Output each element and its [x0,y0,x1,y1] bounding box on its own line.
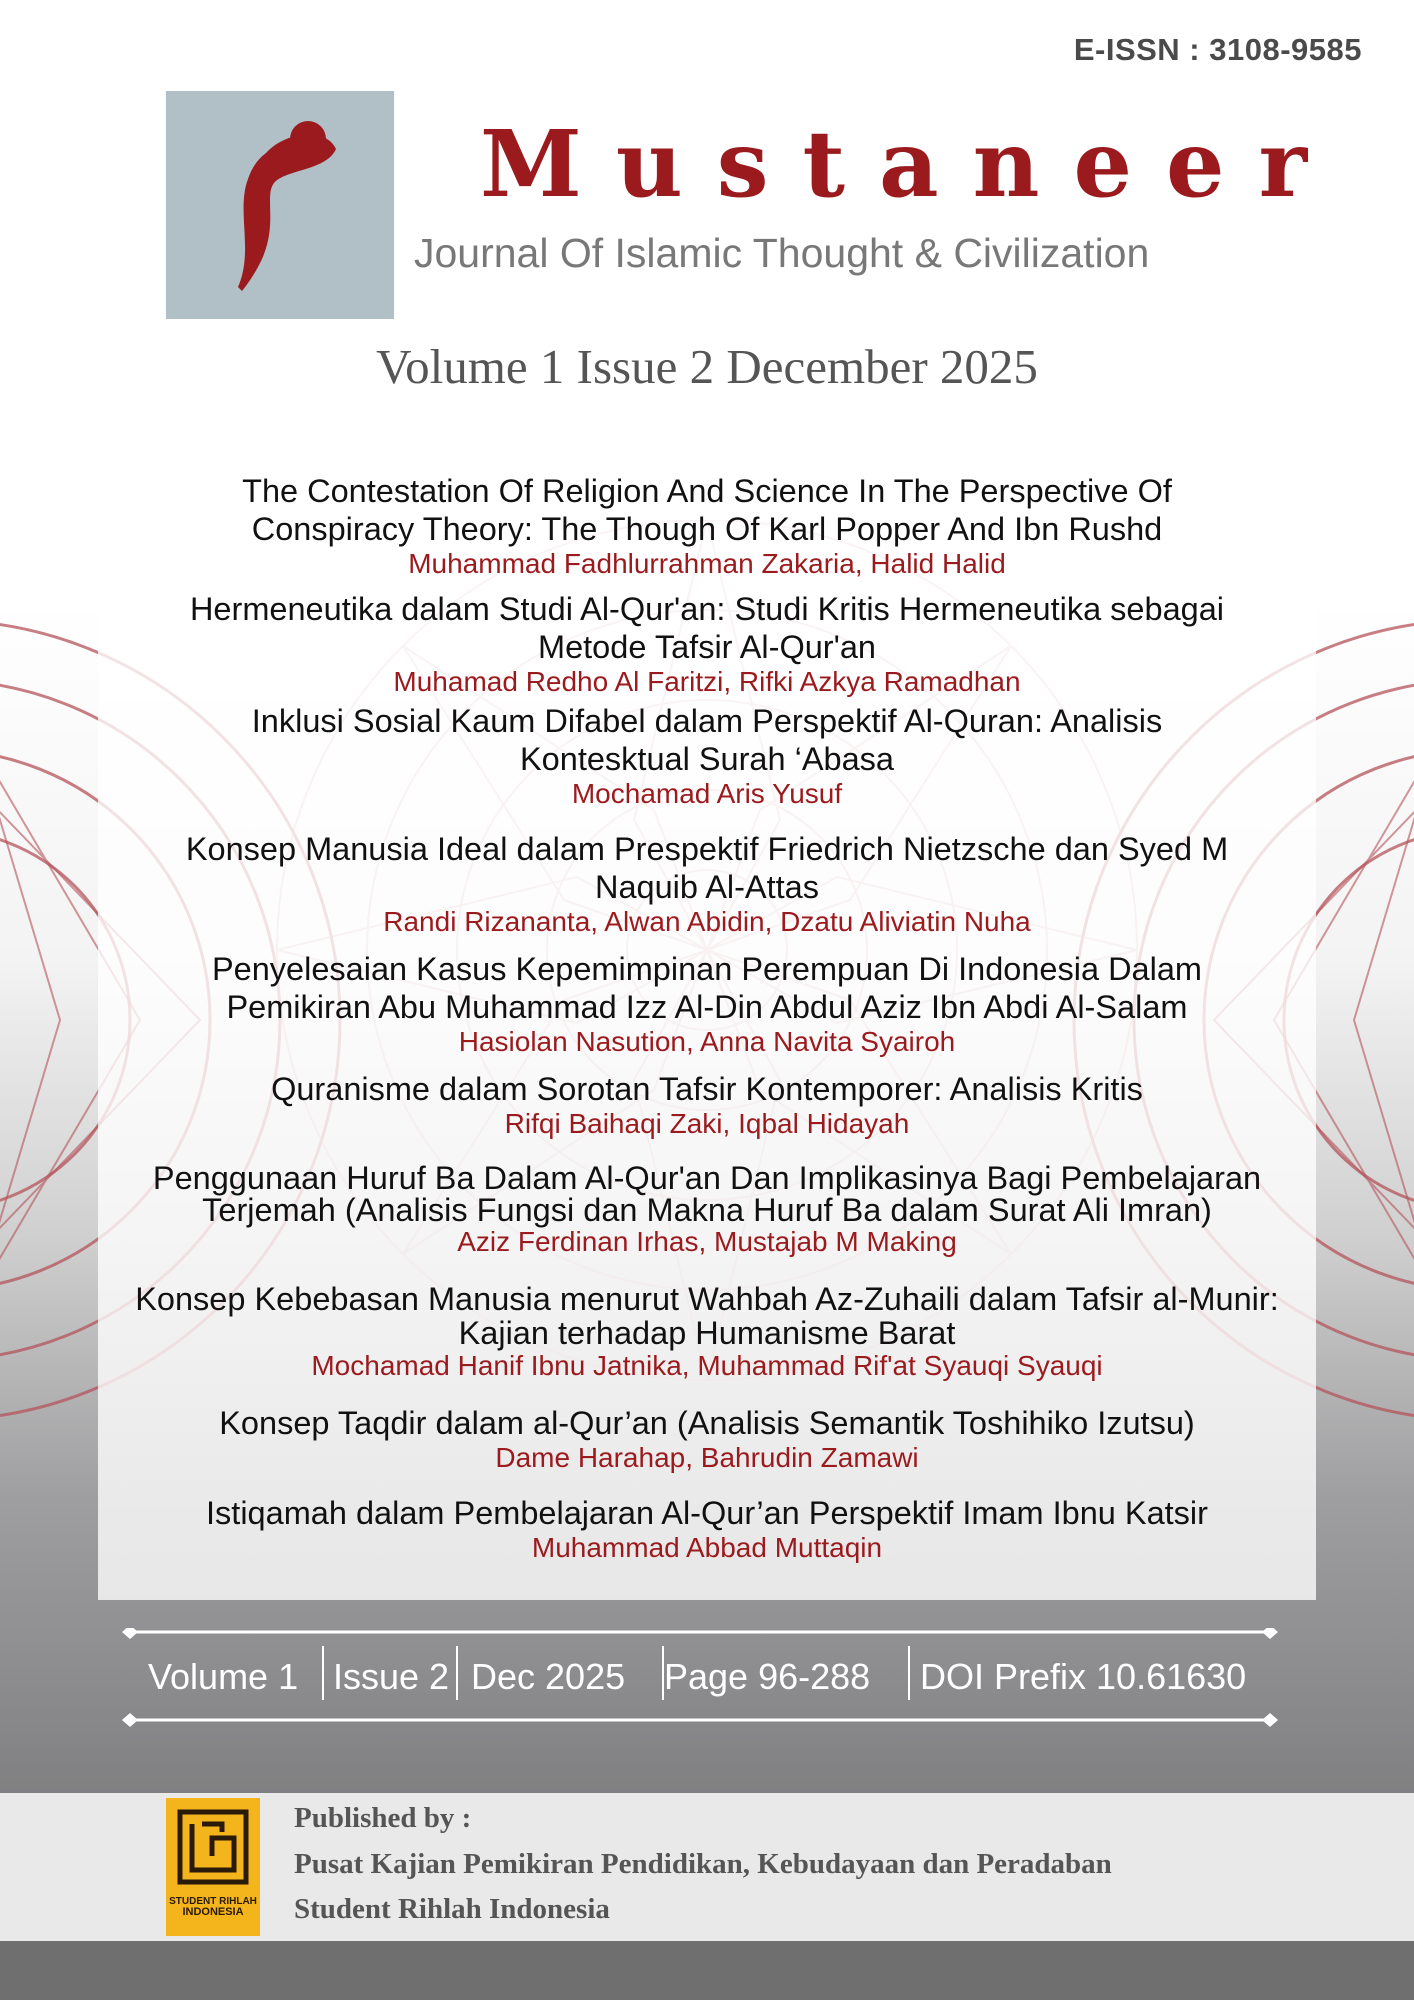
article-title: Istiqamah dalam Pembelajaran Al-Qur’an Perspektif Imam Ibnu Katsir [206,1495,1208,1531]
article-title: Penyelesaian Kasus Kepemimpinan Perempuan Di Indonesia Dalam Pemikiran Abu Muhammad Izz Al-Din Abdul Aziz Ibn Abdi Al-Salam [211,951,1202,1025]
publisher-logo-line-2: INDONESIA [182,1906,244,1918]
article-authors: Rifqi Baihaqi Zaki, Iqbal Hidayah [504,1108,910,1139]
journal-title: Mustaneer [480,110,1342,218]
article-entry [90,1282,1324,1382]
article-authors: Dame Harahap, Bahrudin Zamawi [495,1442,919,1473]
info-separator [908,1646,910,1700]
journal-subtitle: Journal Of Islamic Thought & Civilization [414,230,1150,276]
article-authors: Hasiolan Nasution, Anna Navita Syairoh [458,1026,956,1057]
mim-letter-icon [166,91,394,319]
article-entry [90,1162,1324,1258]
article-title: Quranisme dalam Sorotan Tafsir Kontemporer: Analisis Kritis [271,1071,1143,1107]
info-doi: DOI Prefix 10.61630 [920,1656,1247,1697]
info-bar-bottom-rule [120,1712,1280,1728]
publisher-logo-mark [166,1798,260,1894]
article-title: Hermeneutika dalam Studi Al-Qur'an: Studi Kritis Hermeneutika sebagai Metode Tafsir Al-Qur'an [189,591,1225,665]
article-title: Konsep Kebebasan Manusia menurut Wahbah Az-Zuhaili dalam Tafsir al-Munir: Kajian terhadap Humanisme Barat [135,1281,1279,1351]
article-authors: Muhammad Abbad Muttaqin [531,1532,883,1563]
article-authors: Aziz Ferdinan Irhas, Mustajab M Making [457,1226,957,1257]
article-entry [90,1404,1324,1474]
issue-info-bar [120,1628,1280,1718]
article-authors: Mochamad Hanif Ibnu Jatnika, Muhammad Rif'at Syauqi Syauqi [311,1350,1103,1381]
bottom-band [0,1941,1414,2000]
info-separator [322,1646,324,1700]
article-authors: Mochamad Aris Yusuf [571,778,843,809]
info-separator [456,1646,458,1700]
publisher-logo-text [166,1896,260,1918]
article-entry [90,830,1324,938]
issn-label: E-ISSN : 3108-9585 [1073,32,1362,67]
article-entry [90,950,1324,1058]
article-authors: Muhammad Fadhlurrahman Zakaria, Halid Halid [408,548,1006,579]
article-authors: Muhamad Redho Al Faritzi, Rifki Azkya Ramadhan [393,666,1021,697]
article-title: Konsep Taqdir dalam al-Qur’an (Analisis Semantik Toshihiko Izutsu) [219,1405,1195,1441]
info-issue: Issue 2 [333,1656,450,1697]
article-entry [90,702,1324,810]
info-pages: Page 96-288 [664,1656,871,1697]
article-title: Penggunaan Huruf Ba Dalam Al-Qur'an Dan Implikasinya Bagi Pembelajaran Terjemah (Analisis Fungsi dan Makna Huruf Ba dalam Surat Ali Imran) [152,1160,1262,1228]
publisher-line-2: Student Rihlah Indonesia [294,1893,610,1925]
publisher-logo [166,1798,260,1936]
article-title: Konsep Manusia Ideal dalam Prespektif Friedrich Nietzsche dan Syed M Naquib Al-Attas [185,831,1229,905]
article-title: Inklusi Sosial Kaum Difabel dalam Perspektif Al-Quran: Analisis Kontesktual Surah ‘Abasa [251,703,1163,777]
article-authors: Randi Rizananta, Alwan Abidin, Dzatu Aliviatin Nuha [383,906,1031,937]
publisher-line-1: Pusat Kajian Pemikiran Pendidikan, Kebudayaan dan Peradaban [294,1848,1112,1880]
publisher-label: Published by : [294,1802,472,1834]
info-date: Dec 2025 [471,1656,626,1697]
volume-issue-line: Volume 1 Issue 2 December 2025 [376,339,1038,394]
journal-logo [166,91,394,319]
article-entry [90,590,1324,698]
article-entry [90,1494,1324,1564]
info-volume: Volume 1 [148,1656,299,1697]
article-entry [90,472,1324,580]
article-entry [90,1070,1324,1140]
article-title: The Contestation Of Religion And Science In The Perspective Of Conspiracy Theory: The Though Of Karl Popper And Ibn Rushd [242,473,1172,547]
publisher-logo-line-1: STUDENT RIHLAH [169,1896,257,1907]
